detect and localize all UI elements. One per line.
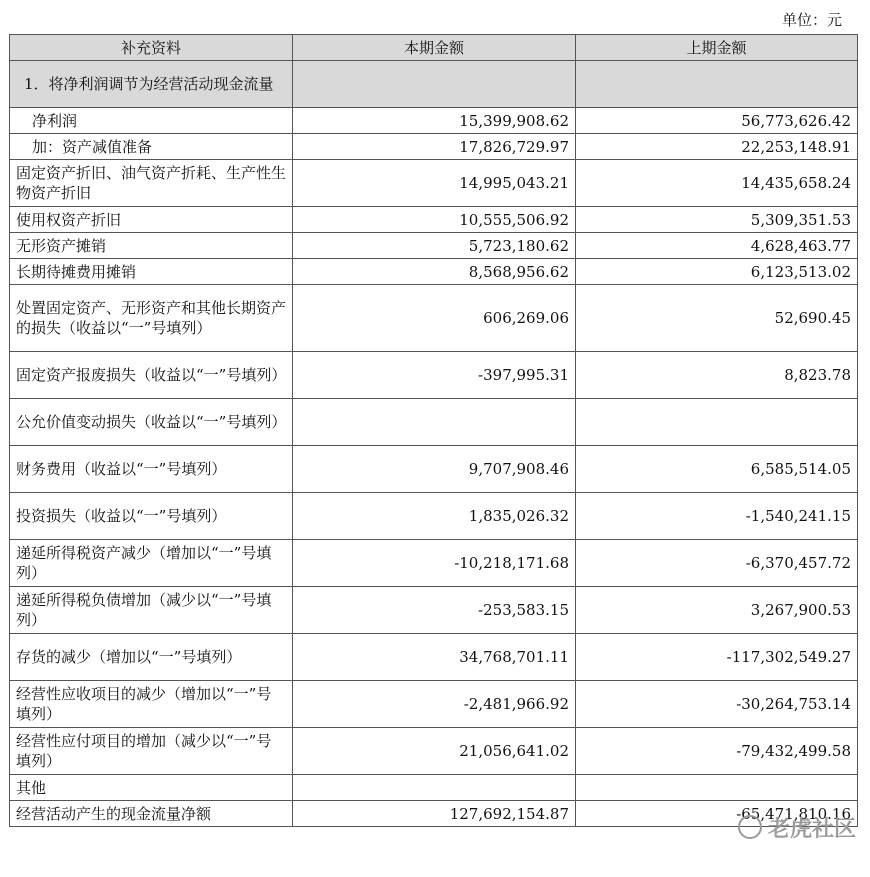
row-current: 14,995,043.21 <box>293 160 576 207</box>
table-row <box>10 775 858 801</box>
row-label: 经营性应收项目的减少（增加以“一”号填列） <box>10 681 293 728</box>
table-row <box>10 540 858 587</box>
row-current: -10,218,171.68 <box>293 540 576 587</box>
row-prior: 5,309,351.53 <box>576 207 858 233</box>
row-prior: 3,267,900.53 <box>576 587 858 634</box>
table-row <box>10 587 858 634</box>
row-label: 使用权资产折旧 <box>10 207 293 233</box>
header-current: 本期金额 <box>293 35 576 61</box>
cash-flow-supplement-table <box>9 34 858 827</box>
row-current: -253,583.15 <box>293 587 576 634</box>
watermark-text: 老虎社区 <box>767 817 856 842</box>
row-prior: 52,690.45 <box>576 285 858 352</box>
watermark <box>738 812 856 843</box>
row-current: -397,995.31 <box>293 352 576 399</box>
row-prior: 22,253,148.91 <box>576 134 858 160</box>
row-label: 固定资产报废损失（收益以“一”号填列） <box>10 352 293 399</box>
row-label: 固定资产折旧、油气资产折耗、生产性生物资产折旧 <box>10 160 293 207</box>
row-current: 9,707,908.46 <box>293 446 576 493</box>
row-label: 递延所得税负债增加（减少以“一”号填列） <box>10 587 293 634</box>
section-empty-current <box>293 61 576 108</box>
row-prior <box>576 775 858 801</box>
row-label: 公允价值变动损失（收益以“一”号填列） <box>10 399 293 446</box>
row-label: 经营性应付项目的增加（减少以“一”号填列） <box>10 728 293 775</box>
row-current: 5,723,180.62 <box>293 233 576 259</box>
table-row <box>10 233 858 259</box>
row-prior: 4,628,463.77 <box>576 233 858 259</box>
row-current: 17,826,729.97 <box>293 134 576 160</box>
row-prior: -30,264,753.14 <box>576 681 858 728</box>
row-label: 长期待摊费用摊销 <box>10 259 293 285</box>
row-prior: -6,370,457.72 <box>576 540 858 587</box>
row-current: -2,481,966.92 <box>293 681 576 728</box>
table-row <box>10 634 858 681</box>
row-label: 净利润 <box>10 108 293 134</box>
row-current: 34,768,701.11 <box>293 634 576 681</box>
row-current: 10,555,506.92 <box>293 207 576 233</box>
header-prior: 上期金额 <box>576 35 858 61</box>
row-label: 其他 <box>10 775 293 801</box>
row-label: 投资损失（收益以“一”号填列） <box>10 493 293 540</box>
row-current: 1,835,026.32 <box>293 493 576 540</box>
row-current <box>293 775 576 801</box>
row-prior: 8,823.78 <box>576 352 858 399</box>
table-row <box>10 207 858 233</box>
header-item: 补充资料 <box>10 35 293 61</box>
row-prior: 6,123,513.02 <box>576 259 858 285</box>
section-empty-prior <box>576 61 858 108</box>
row-current: 15,399,908.62 <box>293 108 576 134</box>
table-row <box>10 446 858 493</box>
section-title: 1．将净利润调节为经营活动现金流量 <box>10 61 293 108</box>
row-current <box>293 399 576 446</box>
tiger-logo-icon <box>738 815 762 839</box>
row-current: 127,692,154.87 <box>293 801 576 827</box>
row-label: 经营活动产生的现金流量净额 <box>10 801 293 827</box>
row-prior: -117,302,549.27 <box>576 634 858 681</box>
table-row <box>10 160 858 207</box>
unit-label: 单位：元 <box>781 11 842 29</box>
row-prior: 14,435,658.24 <box>576 160 858 207</box>
row-label: 处置固定资产、无形资产和其他长期资产的损失（收益以“一”号填列） <box>10 285 293 352</box>
table-row <box>10 493 858 540</box>
row-prior: 6,585,514.05 <box>576 446 858 493</box>
row-prior: -79,432,499.58 <box>576 728 858 775</box>
header-row <box>10 35 858 61</box>
row-prior: -1,540,241.15 <box>576 493 858 540</box>
table-row <box>10 108 858 134</box>
row-label: 存货的减少（增加以“一”号填列） <box>10 634 293 681</box>
table-row <box>10 285 858 352</box>
table-row <box>10 352 858 399</box>
row-prior <box>576 399 858 446</box>
row-label: 无形资产摊销 <box>10 233 293 259</box>
table-row <box>10 728 858 775</box>
table-row <box>10 259 858 285</box>
row-current: 8,568,956.62 <box>293 259 576 285</box>
row-current: 606,269.06 <box>293 285 576 352</box>
row-label: 财务费用（收益以“一”号填列） <box>10 446 293 493</box>
row-current: 21,056,641.02 <box>293 728 576 775</box>
section-row <box>10 61 858 108</box>
table-row <box>10 681 858 728</box>
table-row <box>10 134 858 160</box>
row-label: 加：资产减值准备 <box>10 134 293 160</box>
table-row <box>10 801 858 827</box>
row-prior: -65,471,810.16 <box>576 801 858 827</box>
row-label: 递延所得税资产减少（增加以“一”号填列） <box>10 540 293 587</box>
table-row <box>10 399 858 446</box>
row-prior: 56,773,626.42 <box>576 108 858 134</box>
